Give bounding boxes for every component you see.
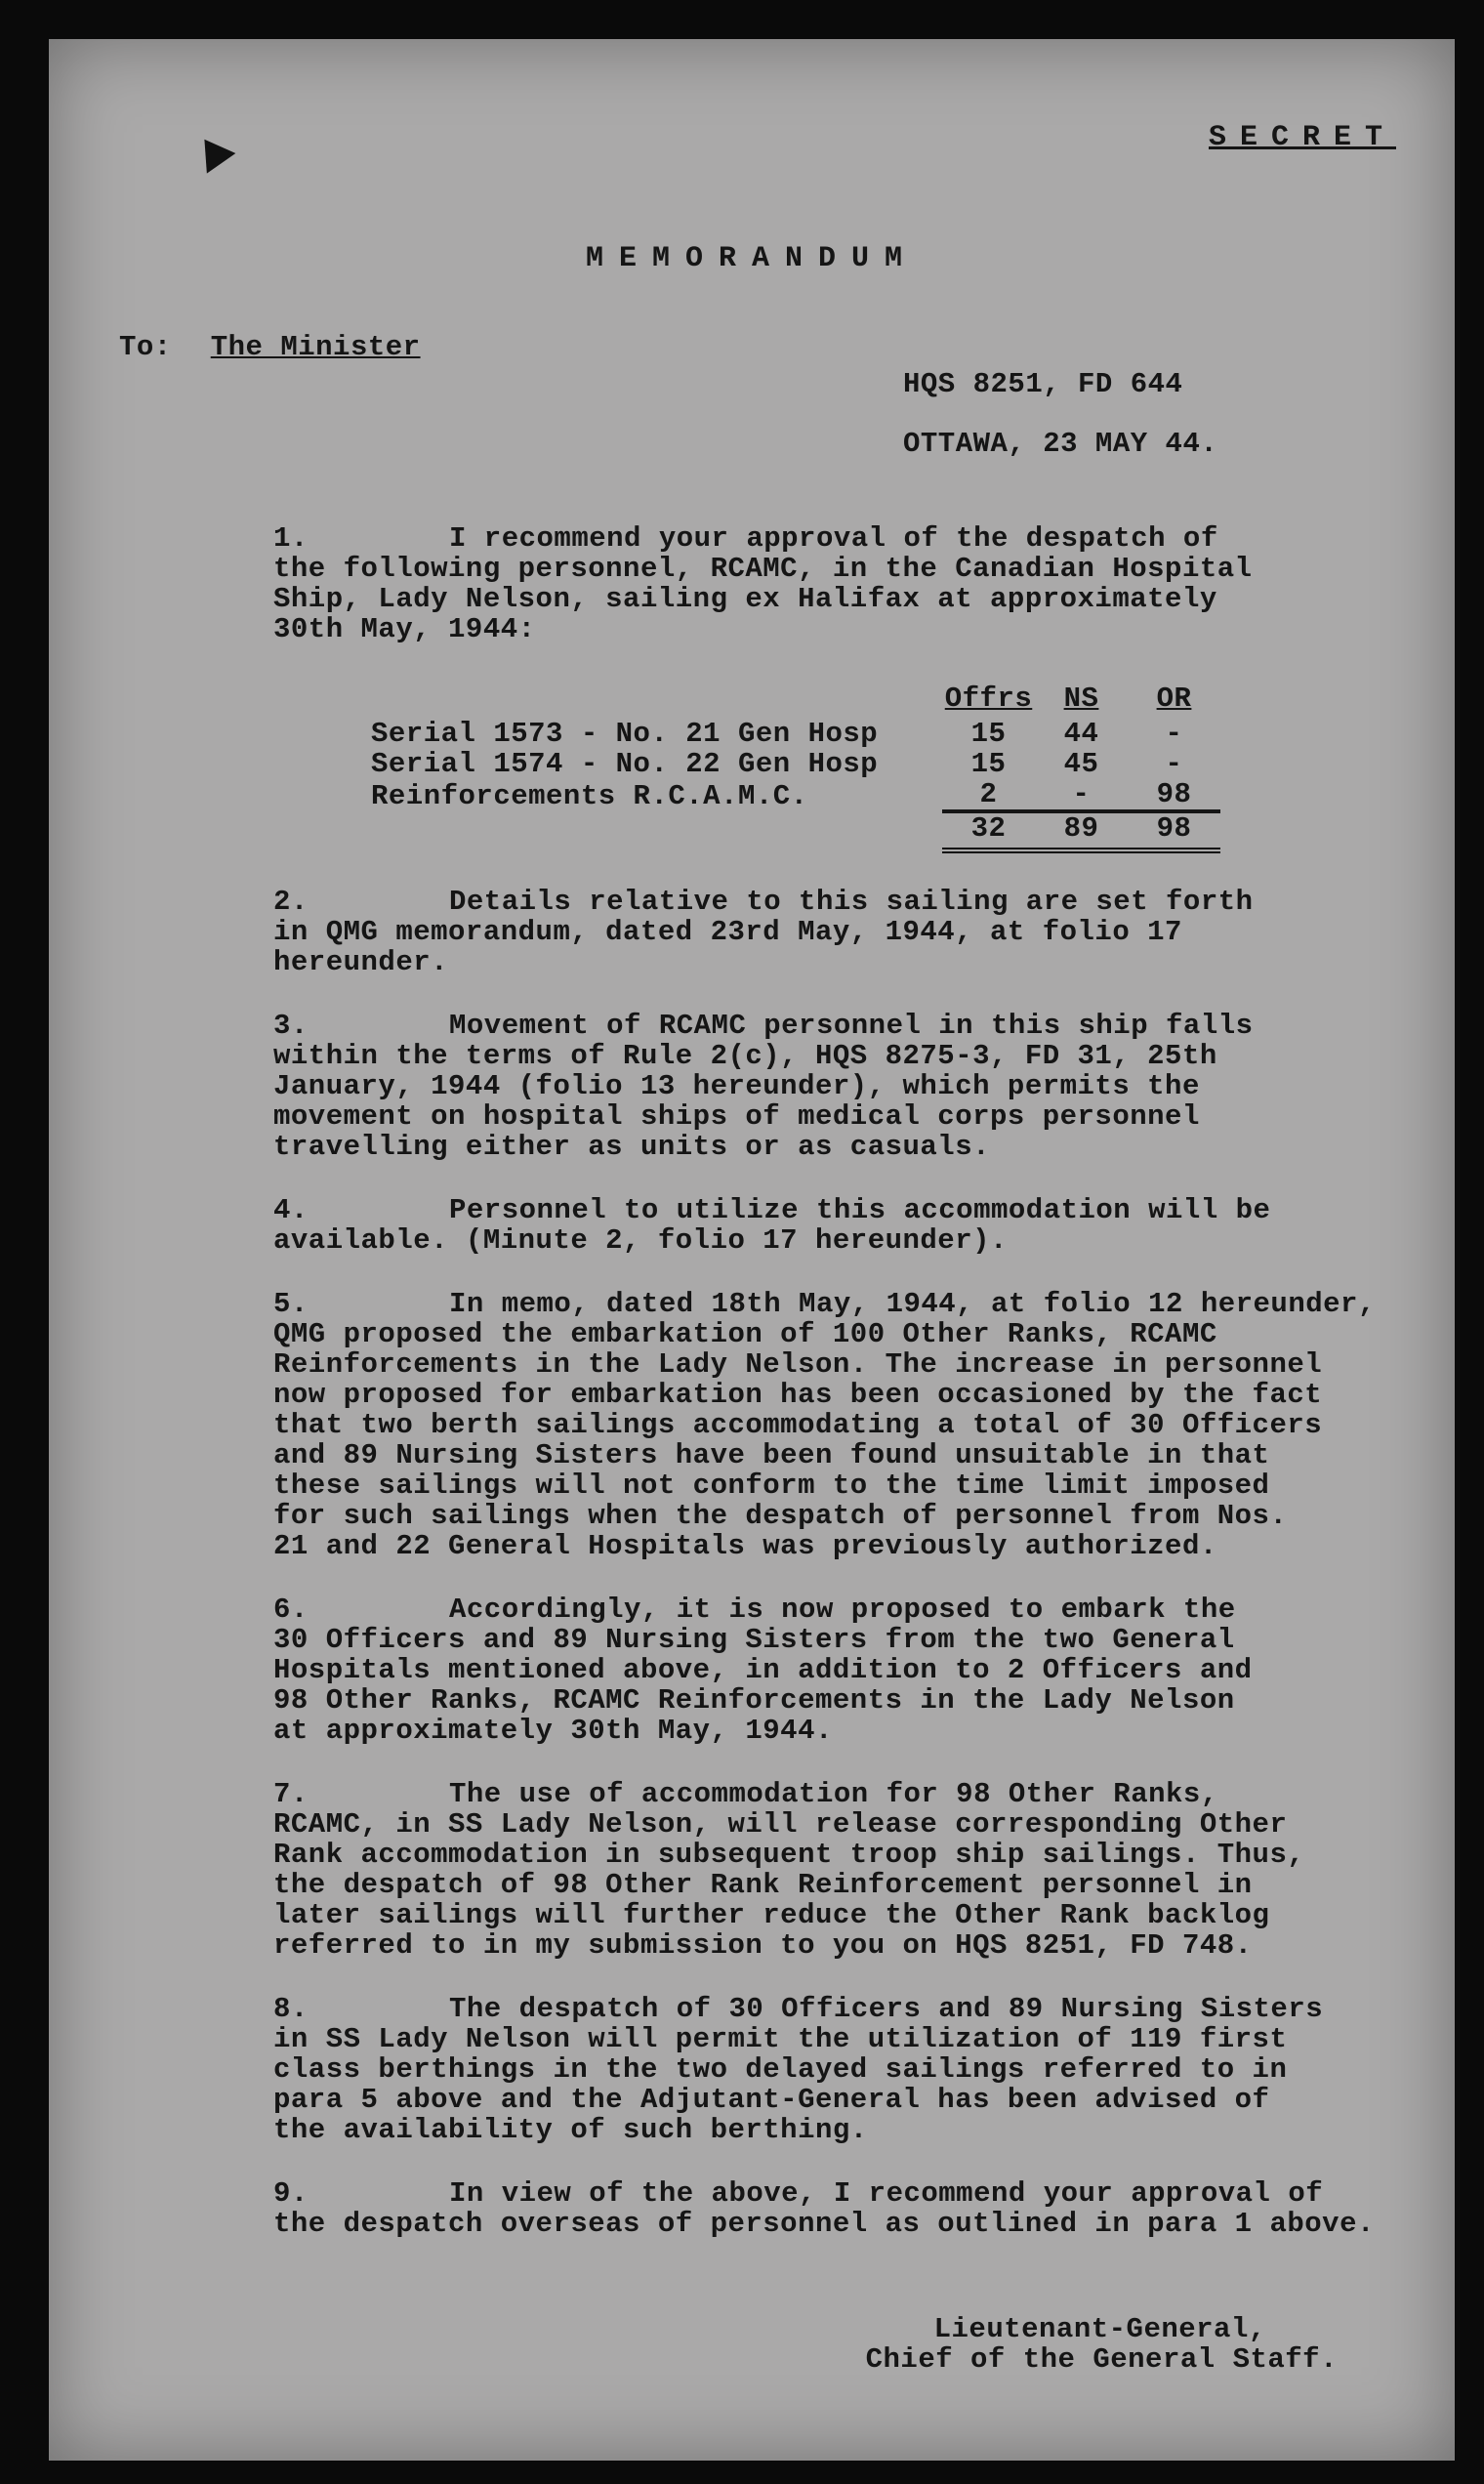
- paragraph-text: The despatch of 30 Officers and 89 Nursing Sisters in SS Lady Nelson will permit the utilization of 119 first class berthings in the two delayed sailings referred to in para 5 above and the Adjutant-General has been advised of the availability of such berthing.: [273, 1993, 1324, 2146]
- paragraph-text: In memo, dated 18th May, 1944, at folio 12 hereunder, QMG proposed the embarkation of 100 Other Ranks, RCAMC Reinforcements in the Lady Nelson. The increase in personnel now proposed for embarkation has been occasioned by the fact that two berth sailings accommodating a total of 30 Officers and 89 Nursing Sisters have been found unsuitable in that these sailings will not conform to the time limit imposed for such sailings when the despatch of personnel from Nos. 21 and 22 General Hospitals was previously authorized.: [273, 1288, 1376, 1562]
- paragraph-text: In view of the above, I recommend your approval of the despatch overseas of personnel as outlined in para 1 above.: [273, 2177, 1375, 2240]
- cell-offrs: 15: [970, 718, 1007, 750]
- personnel-table: [371, 678, 1220, 853]
- to-label: To:: [119, 331, 172, 363]
- cell-offrs: 2: [979, 778, 998, 810]
- cell-or: 98: [1156, 778, 1192, 810]
- addressee-line: [119, 332, 421, 362]
- paragraph-7: [273, 1779, 1445, 1961]
- total-or: 98: [1128, 811, 1220, 850]
- paragraph-text: I recommend your approval of the despatch of the following personnel, RCAMC, in the Canadian Hospital Ship, Lady Nelson, sailing ex Halifax at approximately 30th May, 1944:: [273, 522, 1253, 645]
- paragraph-number: 9.: [273, 2177, 309, 2210]
- cell-ns: -: [1072, 778, 1091, 810]
- paragraph-number: 7.: [273, 1778, 309, 1810]
- memo-body: [273, 523, 1445, 2272]
- classification-stamp: SECRET: [1208, 121, 1396, 154]
- signature-title: Chief of the General Staff.: [865, 2343, 1338, 2376]
- row-label: Serial 1573 - No. 21 Gen Hosp: [371, 718, 879, 750]
- paragraph-6: [273, 1594, 1445, 1746]
- paragraph-5: [273, 1289, 1445, 1561]
- row-label: Reinforcements R.C.A.M.C.: [371, 780, 808, 812]
- paragraph-2: [273, 887, 1445, 977]
- table-header-row: [371, 678, 1220, 719]
- pencil-mark-icon: [190, 129, 236, 173]
- paragraph-number: 5.: [273, 1288, 309, 1320]
- paragraph-number: 3.: [273, 1010, 309, 1042]
- paragraph-number: 6.: [273, 1594, 309, 1626]
- paragraph-3: [273, 1011, 1445, 1162]
- table-row: [371, 779, 1220, 811]
- col-or: OR: [1156, 682, 1192, 715]
- total-ns: 89: [1035, 811, 1128, 850]
- cell-ns: 44: [1063, 718, 1099, 750]
- row-label: Serial 1574 - No. 22 Gen Hosp: [371, 748, 879, 780]
- signature-rank: Lieutenant-General,: [933, 2313, 1266, 2345]
- paragraph-number: 4.: [273, 1194, 309, 1226]
- paragraph-text: Accordingly, it is now proposed to embark the 30 Officers and 89 Nursing Sisters from the two General Hospitals mentioned above, in addition to 2 Officers and 98 Other Ranks, RCAMC Reinforcements in the Lady Nelson at approximately 30th May, 1944.: [273, 1594, 1253, 1747]
- table-row: [371, 749, 1220, 779]
- table-total-row: [371, 811, 1220, 850]
- cell-or: -: [1165, 748, 1183, 780]
- addressee: The Minister: [210, 331, 421, 363]
- reference-block: [903, 369, 1217, 488]
- paragraph-text: Movement of RCAMC personnel in this ship falls within the terms of Rule 2(c), HQS 8275-3, FD 31, 25th January, 1944 (folio 13 hereunder), which permits the movement on hospital ships of medical corps personnel travelling either as units or as casuals.: [273, 1010, 1254, 1163]
- total-offrs: 32: [942, 811, 1035, 850]
- col-offrs: Offrs: [944, 682, 1033, 715]
- paragraph-9: [273, 2178, 1445, 2239]
- memo-page: [49, 39, 1455, 2461]
- paragraph-number: 1.: [273, 522, 309, 555]
- cell-offrs: 15: [970, 748, 1007, 780]
- file-reference: HQS 8251, FD 644: [903, 368, 1183, 400]
- memo-title: MEMORANDUM: [585, 242, 919, 275]
- paragraph-text: Personnel to utilize this accommodation will be available. (Minute 2, folio 17 hereunder).: [273, 1194, 1271, 1257]
- col-ns: NS: [1063, 682, 1099, 715]
- paragraph-text: The use of accommodation for 98 Other Ranks, RCAMC, in SS Lady Nelson, will release corresponding Other Rank accommodation in subsequent troop ship sailings. Thus, the despatch of 98 Other Rank Reinforcement personnel in later sailings will further reduce the Other Rank backlog referred to in my submission to you on HQS 8251, FD 748.: [273, 1778, 1305, 1962]
- place-date: OTTAWA, 23 MAY 44.: [903, 428, 1218, 460]
- cell-or: -: [1165, 718, 1183, 750]
- paragraph-text: Details relative to this sailing are set forth in QMG memorandum, dated 23rd May, 1944, at folio 17 hereunder.: [273, 886, 1254, 978]
- paragraph-4: [273, 1195, 1445, 1256]
- paragraph-number: 2.: [273, 886, 309, 918]
- paragraph-1: [273, 523, 1445, 644]
- paragraph-8: [273, 1994, 1445, 2145]
- paragraph-number: 8.: [273, 1993, 309, 2025]
- cell-ns: 45: [1063, 748, 1099, 780]
- table-row: [371, 719, 1220, 749]
- signature-block: [866, 2314, 1338, 2375]
